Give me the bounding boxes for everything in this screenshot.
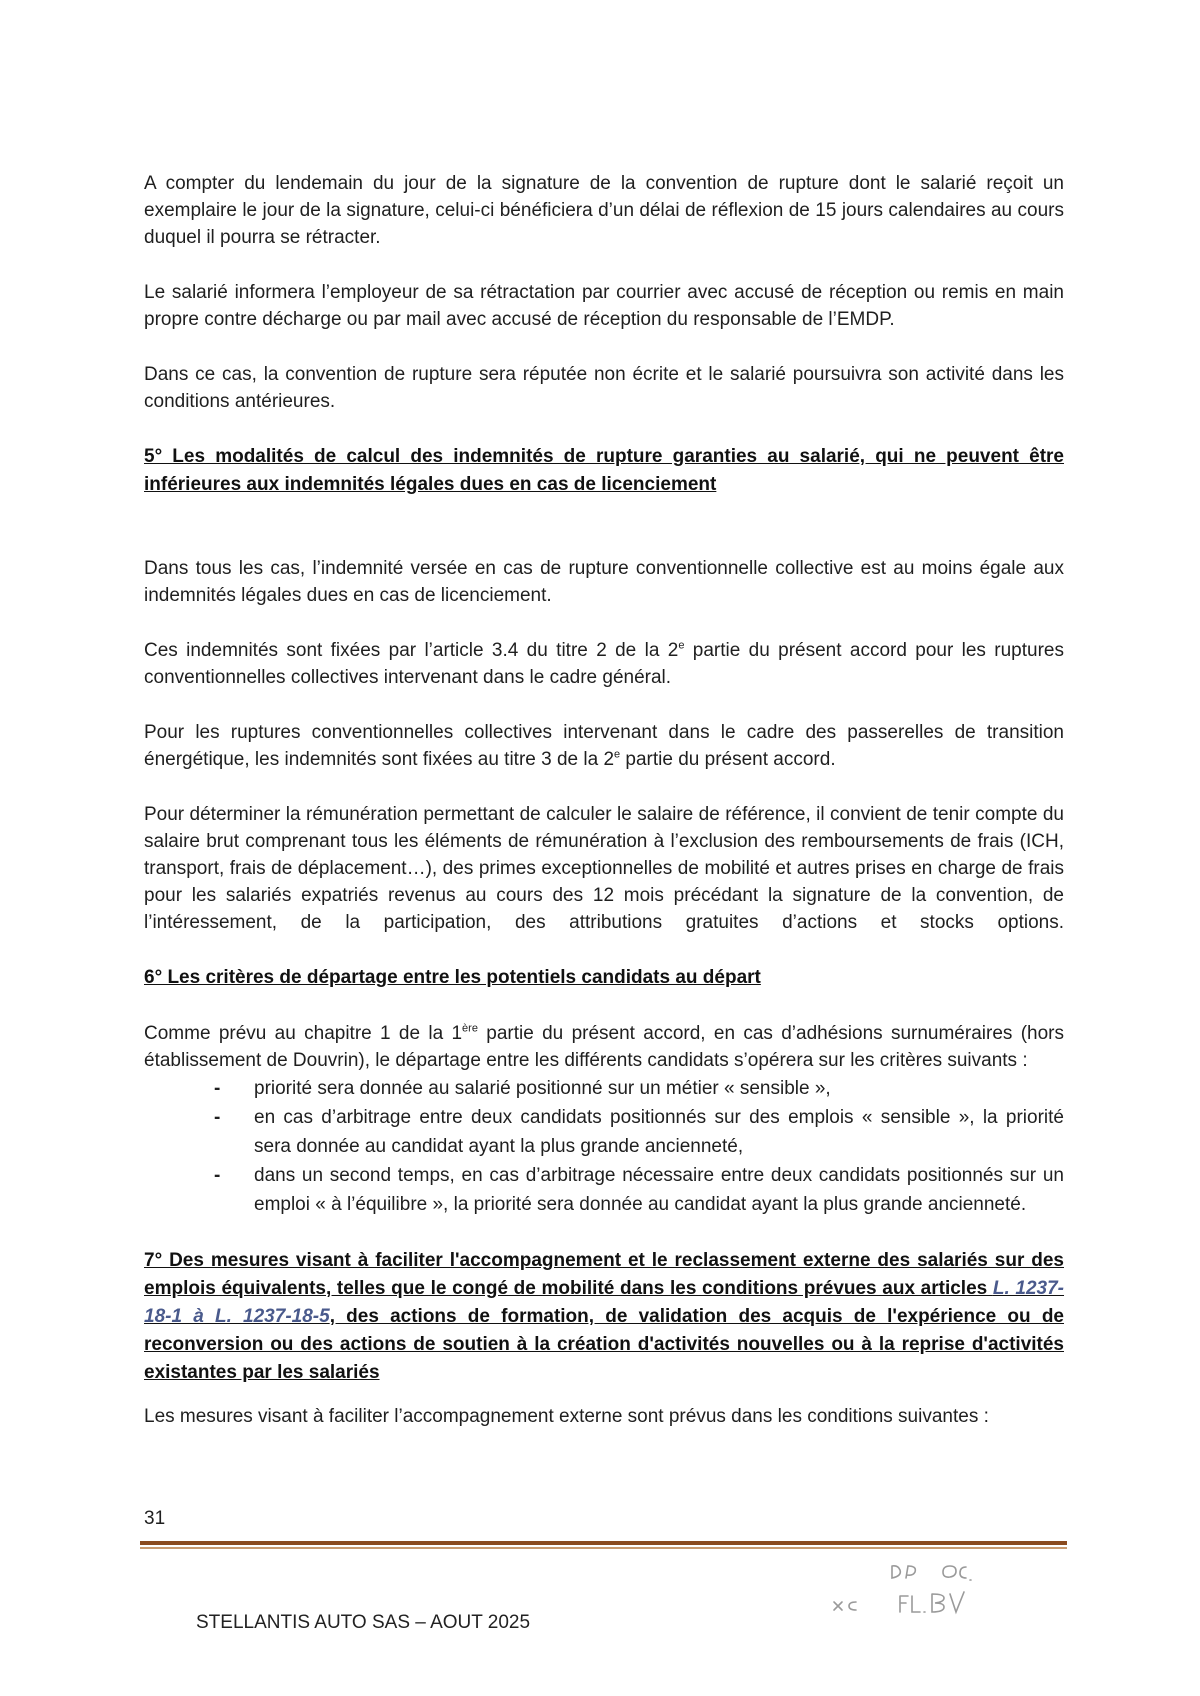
handwritten-initials: [830, 1558, 1010, 1638]
footer-divider: [140, 1541, 1067, 1545]
list-item: - priorité sera donnée au salarié positionné sur un métier « sensible »,: [214, 1074, 1064, 1103]
heading-section-5: 5° Les modalités de calcul des indemnités de rupture garanties au salarié, qui ne peuvent être inférieures aux indemnités légales dues en cas de licenciement: [144, 446, 1064, 495]
document-body: [144, 170, 1064, 1430]
paragraph-retractation-notice: Le salarié informera l’employeur de sa rétractation par courrier avec accusé de réception ou remis en main propre contre décharge ou par mail avec accusé de réception du responsable de l’EMDP.: [144, 282, 1064, 330]
list-bullet: -: [214, 1107, 221, 1128]
paragraph-reference-salary: Pour déterminer la rémunération permettant de calculer le salaire de référence, il convient de tenir compte du salaire brut comprenant tous les éléments de rémunération à l’exclusion des remboursements de frais (ICH, transport, frais de déplacement…), des primes exceptionnelles de mobilité et autres prises en charge de frais pour les salariés expatriés revenus au cours des 12 mois précédant la signature de la convention, de l’intéressement, de la participation, des attributions gratuites d’actions et stocks options.: [144, 804, 1064, 933]
paragraph-tiebreak-intro: Comme prévu au chapitre 1 de la 1ère partie du présent accord, en cas d’adhésions surnuméraires (hors établissement de Douvrin), le départage entre les différents candidats s’opérera sur les critères suivants :: [144, 1022, 1064, 1071]
heading-section-7: 7° Des mesures visant à faciliter l'accompagnement et le reclassement externe des salariés sur des emplois équivalents, telles que le congé de mobilité dans les conditions prévues aux articles L. 1237-18-1 à L. 1237-18-5, des actions de formation, de validation des acquis de l'expérience ou de reconversion ou des actions de soutien à la création d'activités nouvelles ou à la reprise d'activités existantes par les salariés: [144, 1250, 1065, 1383]
paragraph-convention-void: Dans ce cas, la convention de rupture sera réputée non écrite et le salarié poursuivra son activité dans les conditions antérieures.: [144, 364, 1064, 412]
paragraph-external-measures: Les mesures visant à faciliter l’accompagnement externe sont prévus dans les conditions suivantes :: [144, 1406, 989, 1427]
paragraph-retractation-delay: A compter du lendemain du jour de la signature de la convention de rupture dont le salarié reçoit un exemplaire le jour de la signature, celui-ci bénéficiera d’un délai de réflexion de 15 jours calendaires au cours duquel il pourra se rétracter.: [144, 173, 1064, 248]
footer-divider-thin: [140, 1547, 1067, 1549]
paragraph-minimum-indemnity: Dans tous les cas, l’indemnité versée en cas de rupture conventionnelle collective est au moins égale aux indemnités légales dues en cas de licenciement.: [144, 558, 1064, 606]
paragraph-indemnity-article: Ces indemnités sont fixées par l’article 3.4 du titre 2 de la 2e partie du présent accord pour les ruptures conventionnelles collectives intervenant dans le cadre général.: [144, 639, 1064, 688]
footer-company: STELLANTIS AUTO SAS – AOUT 2025: [196, 1612, 531, 1633]
paragraph-transition-bridges: Pour les ruptures conventionnelles collectives intervenant dans le cadre des passerelles de transition énergétique, les indemnités sont fixées au titre 3 de la 2e partie du présent accord.: [144, 722, 1064, 770]
heading-section-6: 6° Les critères de départage entre les potentiels candidats au départ: [144, 967, 761, 988]
list-item: - dans un second temps, en cas d’arbitrage nécessaire entre deux candidats positionnés sur un emploi « à l’équilibre », la priorité sera donnée au candidat ayant la plus grande ancienneté.: [214, 1161, 1064, 1219]
criteria-list: [144, 1074, 1064, 1219]
list-item: - en cas d’arbitrage entre deux candidats positionnés sur des emplois « sensible », la priorité sera donnée au candidat ayant la plus grande ancienneté,: [214, 1103, 1064, 1161]
page-number: 31: [144, 1508, 166, 1529]
list-bullet: -: [214, 1078, 221, 1099]
list-bullet: -: [214, 1165, 221, 1186]
article-link[interactable]: L. 1237-18-1 à L. 1237-18-5: [144, 1278, 1065, 1327]
